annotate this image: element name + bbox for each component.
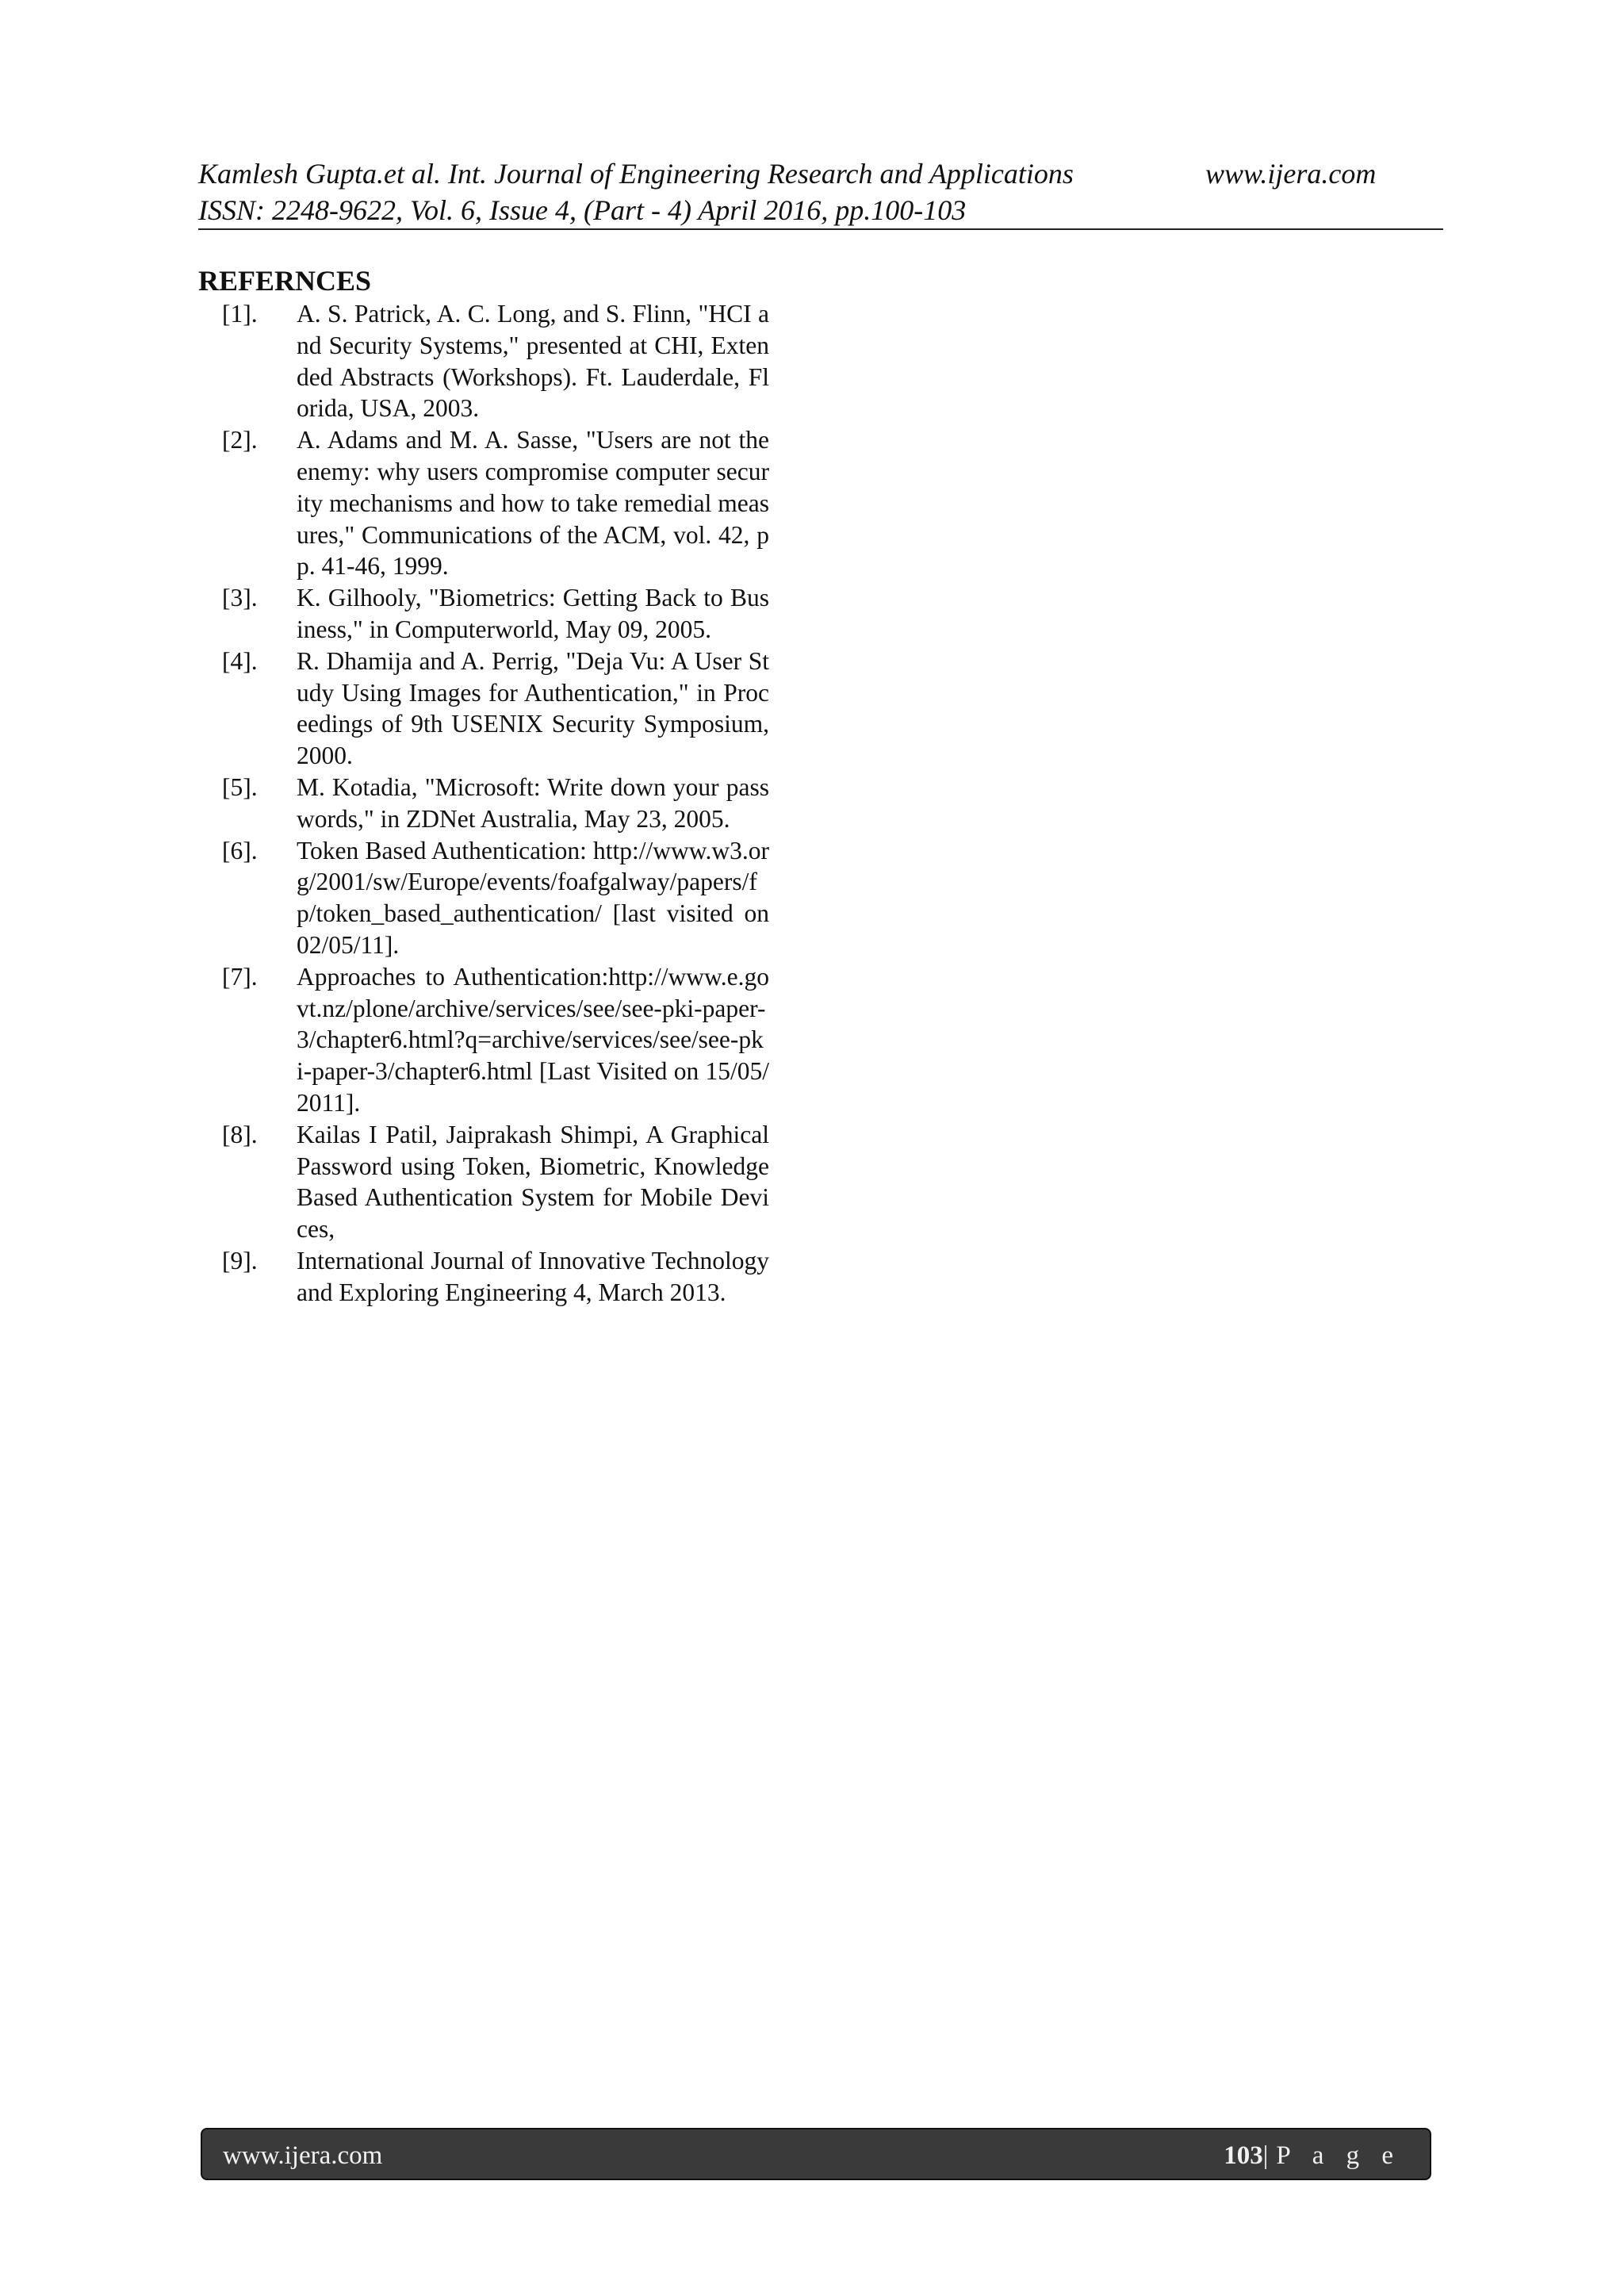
reference-number: [1]. xyxy=(222,300,258,328)
header-website-link[interactable]: www.ijera.com xyxy=(1205,158,1377,190)
reference-item xyxy=(198,772,769,835)
reference-item xyxy=(198,298,769,424)
page-footer xyxy=(201,2128,1431,2180)
reference-number: [2]. xyxy=(222,426,258,454)
page-header xyxy=(198,155,1443,228)
reference-text: K. Gilhooly, "Biometrics: Getting Back to Business," in Computerworld, May 09, 2005. xyxy=(297,584,769,643)
reference-text: Token Based Authentication: http://www.w3.org/2001/sw/Europe/events/foafgalway/papers/fp/token_based_authentication/ [last visited on 02/05/11]. xyxy=(297,836,769,959)
reference-item xyxy=(198,582,769,646)
reference-number: [7]. xyxy=(222,962,258,991)
reference-item xyxy=(198,424,769,582)
reference-text: International Journal of Innovative Technology and Exploring Engineering 4, March 2013. xyxy=(297,1246,769,1306)
reference-text: Kailas I Patil, Jaiprakash Shimpi, A Graphical Password using Token, Biometric, Knowledge Based Authentication System for Mobile Devices, xyxy=(297,1120,769,1244)
reference-number: [5]. xyxy=(222,772,258,801)
reference-item xyxy=(198,835,769,961)
reference-number: [8]. xyxy=(222,1120,258,1148)
page-word: |P a g e xyxy=(1262,2141,1401,2170)
reference-item xyxy=(198,1245,769,1309)
header-line-1 xyxy=(198,155,1443,192)
reference-item xyxy=(198,961,769,1119)
reference-number: [4]. xyxy=(222,646,258,675)
reference-number: [3]. xyxy=(222,584,258,612)
page-number: 103 xyxy=(1224,2141,1263,2170)
reference-number: [9]. xyxy=(222,1246,258,1274)
page-number-label xyxy=(1224,2129,1401,2182)
reference-text: A. S. Patrick, A. C. Long, and S. Flinn, "HCI and Security Systems," presented at CHI, Extended Abstracts (Workshops). Ft. Lauderdale, Florida, USA, 2003. xyxy=(297,300,769,423)
reference-list xyxy=(198,298,769,1309)
reference-text: Approaches to Authentication:http://www.e.govt.nz/plone/archive/services/see/see-pki-paper-3/chapter6.html?q=archive/services/see/see-pki-paper-3/chapter6.html [Last Visited on 15/05/2011]. xyxy=(297,962,769,1117)
header-divider xyxy=(198,228,1443,230)
footer-website-link[interactable]: www.ijera.com xyxy=(223,2141,383,2170)
reference-text: R. Dhamija and A. Perrig, "Deja Vu: A User Study Using Images for Authentication," in Proceedings of 9th USENIX Security Symposium, 2000. xyxy=(297,646,769,770)
reference-item xyxy=(198,646,769,772)
journal-citation: Kamlesh Gupta.et al. Int. Journal of Engineering Research and Applications xyxy=(198,158,1074,190)
reference-item xyxy=(198,1119,769,1245)
reference-text: A. Adams and M. A. Sasse, "Users are not the enemy: why users compromise computer security mechanisms and how to take remedial measures," Communications of the ACM, vol. 42, pp. 41-46, 1999. xyxy=(297,426,769,581)
reference-text: M. Kotadia, "Microsoft: Write down your passwords," in ZDNet Australia, May 23, 2005. xyxy=(297,772,769,833)
references-heading: REFERNCES xyxy=(198,265,372,297)
issn-line: ISSN: 2248-9622, Vol. 6, Issue 4, (Part - 4) April 2016, pp.100-103 xyxy=(198,194,967,226)
reference-number: [6]. xyxy=(222,836,258,864)
